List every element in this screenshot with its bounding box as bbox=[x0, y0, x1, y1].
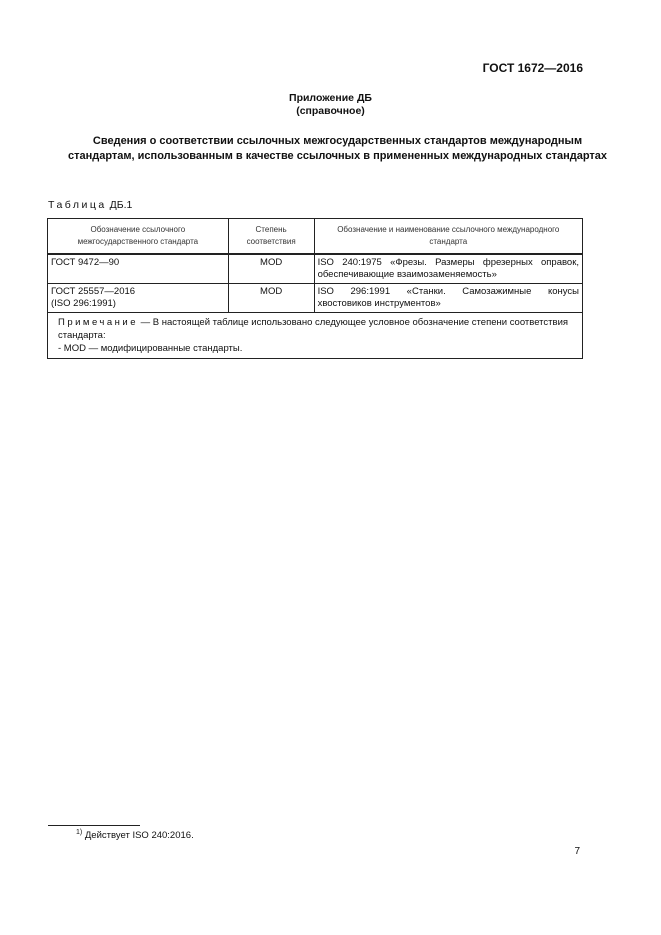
note-label: Примечание bbox=[58, 317, 138, 328]
header-degree: Степень соответствия bbox=[228, 219, 314, 254]
correspondence-table bbox=[47, 218, 583, 359]
standard-designation: ГОСТ 1672—2016 bbox=[482, 61, 583, 75]
annex-subtitle: (справочное) bbox=[296, 105, 365, 117]
cell-degree: MOD bbox=[228, 255, 314, 284]
footnote bbox=[76, 829, 194, 841]
table-row bbox=[48, 284, 583, 313]
footnote-text: Действует ISO 240:2016. bbox=[82, 830, 194, 842]
cell-international-standard: ISO 240:1975 «Фрезы. Размеры фрезерных оправок, обеспечивающие взаимозаменяемость» bbox=[314, 255, 582, 284]
cell-degree: MOD bbox=[228, 284, 314, 313]
table-note-row bbox=[48, 313, 583, 359]
header-interstate-standard: Обозначение ссылочного межгосударственного стандарта bbox=[48, 219, 229, 254]
table-caption bbox=[48, 199, 132, 211]
note-item: - MOD — модифицированные стандарты. bbox=[58, 343, 243, 354]
note-text: — В настоящей таблице использовано следующее условное обозначение степени соответствия стандарта: bbox=[58, 317, 569, 341]
annex-heading bbox=[0, 92, 661, 118]
cell-interstate-standard: ГОСТ 25557—2016 (ISO 296:1991) bbox=[48, 284, 229, 313]
table-row bbox=[48, 255, 583, 284]
cell-interstate-standard: ГОСТ 9472—90 bbox=[48, 255, 229, 284]
annex-title: Приложение ДБ bbox=[289, 92, 372, 104]
table-header-row bbox=[48, 219, 583, 254]
document-title: Сведения о соответствии ссылочных межгосударственных стандартов международным стандартам, использованным в качестве ссылочных в примененных международных стандартах bbox=[67, 135, 608, 162]
footnote-divider bbox=[48, 825, 140, 826]
page-number: 7 bbox=[574, 846, 580, 857]
cell-international-standard: ISO 296:1991 «Станки. Самозажимные конусы хвостовиков инструментов» bbox=[314, 284, 582, 313]
table-caption-number: ДБ.1 bbox=[109, 199, 133, 211]
header-international-standard: Обозначение и наименование ссылочного международного стандарта bbox=[314, 219, 582, 254]
table-caption-word: Таблица bbox=[48, 199, 107, 211]
table-note bbox=[48, 313, 583, 359]
footnote-mark: 1) bbox=[76, 829, 83, 836]
